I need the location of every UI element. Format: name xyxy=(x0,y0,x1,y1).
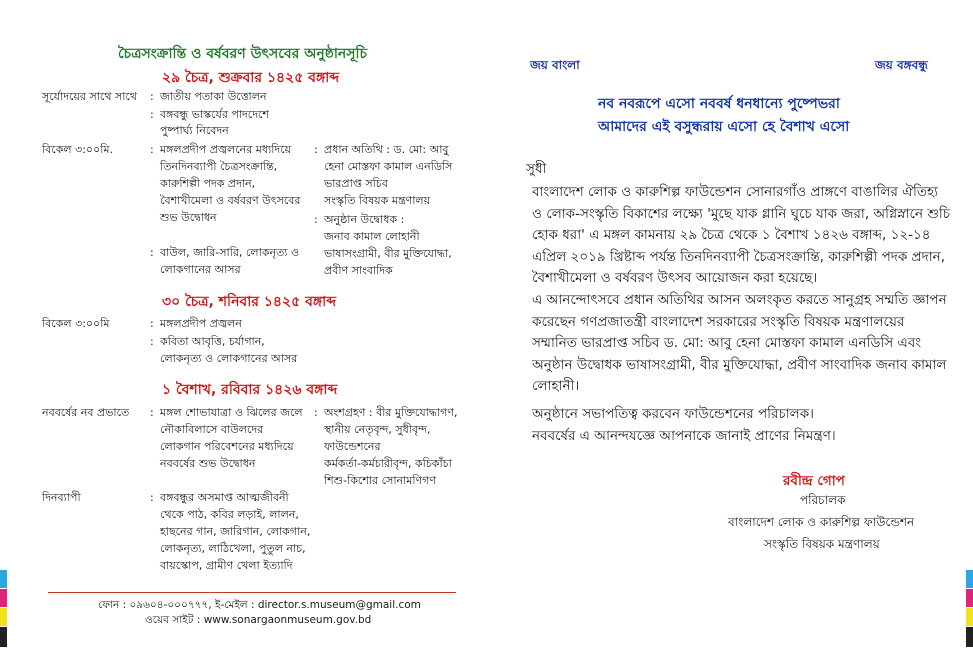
color-registration-marks-right xyxy=(966,570,973,648)
footer-website: ওয়েব সাইট : www.sonargaonmuseum.gov.bd xyxy=(145,614,372,626)
day3-participants-line-1: অংশগ্রহণ : বীর মুক্তিযোদ্ধাগণ, xyxy=(324,406,458,419)
day2-row-2-line-1: কবিতা আবৃত্তি, চর্যাগান, xyxy=(160,335,265,348)
day3-row-2-line-2: থেকে পাঠ, কবির লড়াই, লালন, xyxy=(160,508,299,521)
day1-heading: ২৯ চৈত্র, শুক্রবার ১৪২৫ বঙ্গাব্দ xyxy=(162,70,340,86)
slogan-joy-bangabandhu: জয় বঙ্গবন্ধু xyxy=(875,58,928,72)
day3-row-2-time: দিনব্যাপী xyxy=(42,491,81,504)
day1-row-3-line-4: বৈশাখীমেলা ও বর্ষবরণ উৎসবের xyxy=(160,194,301,207)
day2-row-2-line-2: লোকনৃত্য ও লোকগানের আসর xyxy=(160,352,298,365)
day3-participants-colon: : xyxy=(314,406,318,419)
day3-participants-line-2: স্থানীয় নেতৃবৃন্দ, সুধীবৃন্দ, xyxy=(324,423,431,436)
day1-guest-1-line-2: হেনা মোস্তফা কামাল এনডিসি xyxy=(324,160,453,173)
verse-line-2: আমাদের এই বসুন্ধরায় এসো হে বৈশাখ এসো xyxy=(598,119,850,135)
day3-row-1-line-4: নববর্ষের শুভ উদ্বোধন xyxy=(160,457,256,470)
para1-line-5: বৈশাখীমেলা ও বর্ষবরণ উৎসব আয়োজন করা হয়েছে। xyxy=(532,270,818,286)
day3-row-2-line-5: বায়স্কোপ, গ্রামীণ খেলা ইত্যাদি xyxy=(160,559,293,572)
day3-row-1-line-1: মঙ্গল শোভাযাত্রা ও ঝিলের জলে xyxy=(160,406,303,419)
footer-divider xyxy=(48,592,456,593)
day1-row-1-time: সূর্যোদয়ের সাথে সাথে xyxy=(42,90,137,103)
signatory-org: বাংলাদেশ লোক ও কারুশিল্প ফাউন্ডেশন xyxy=(728,515,915,529)
day1-guest-2-line-2: জনাব কামাল লোহানী xyxy=(324,230,420,243)
verse-line-1: নব নবরূপে এসো নববর্ষ ধনধান্যে পুষ্পেভরা xyxy=(598,96,840,112)
day2-heading: ৩০ চৈত্র, শনিবার ১৪২৫ বঙ্গাব্দ xyxy=(162,294,337,310)
day1-row-2-line-1: বঙ্গবন্ধু ভাস্কর্যের পাদদেশে xyxy=(160,108,269,121)
day1-row-3-line-3: কারুশিল্পী পদক প্রদান, xyxy=(160,177,256,190)
day1-row-1-text: জাতীয় পতাকা উত্তোলন xyxy=(160,90,267,103)
day3-row-1-line-3: লোকগান পরিবেশনের মধ্যদিয়ে xyxy=(160,440,294,453)
day3-row-1-time: নববর্ষের নব প্রভাতে xyxy=(42,406,130,419)
para2-line-3: সম্মানিত ভারপ্রাপ্ত সচিব ড. মো: আবু হেনা মোস্তফা কামাল এনডিসি এবং xyxy=(532,335,922,351)
day1-row-3-time: বিকেল ৩:০০মি. xyxy=(42,143,113,156)
invitation-paragraph-2 xyxy=(532,290,947,398)
invitation-paragraph-3 xyxy=(532,404,942,447)
day1-guest-1-line-1: প্রধান অতিথি : ড. মো: আবু xyxy=(324,143,449,156)
salutation: সুধী xyxy=(526,161,547,177)
footer-contact: ফোন : ০৯৬০৪-০০০৭৭৭, ই-মেইল : director.s.museum@gmail.com xyxy=(98,599,421,611)
day3-row-2-line-1: বঙ্গবন্ধুর অসমাপ্ত আত্মজীবনী xyxy=(160,491,289,504)
day1-row-2-line-2: পুষ্পার্ঘ্য নিবেদন xyxy=(160,124,229,137)
para2-line-5: লোহানী। xyxy=(532,378,580,394)
day1-guest-1-line-4: সংস্কৃতি বিষয়ক মন্ত্রণালয় xyxy=(324,194,431,207)
day2-row-2-colon: : xyxy=(150,335,154,348)
day3-participants-line-4: কর্মকর্তা-কর্মচারীবৃন্দ, কচিকাঁচা xyxy=(324,457,452,470)
day1-guest-1-line-3: ভারপ্রাপ্ত সচিব xyxy=(324,177,388,190)
day1-guest-2-colon: : xyxy=(314,213,318,226)
para2-line-4: অনুষ্ঠান উদ্বোধক ভাষাসংগ্রামী, বীর মুক্তিযোদ্ধা, প্রবীণ সাংবাদিক জনাব কামাল xyxy=(532,356,947,373)
day3-row-2-line-3: হাছনের গান, জারিগান, লোকগান, xyxy=(160,525,311,538)
day1-row-3-line-5: শুভ উদ্বোধন xyxy=(160,211,217,224)
para1-line-3: হোক ধরা' এ মঙ্গল কামনায় ২৯ চৈত্র থেকে ১ বৈশাখ ১৪২৬ বঙ্গাব্দ, ১২-১৪ xyxy=(532,227,931,243)
day3-row-2-colon: : xyxy=(150,491,154,504)
right-panel xyxy=(500,0,973,649)
day1-row-3-colon: : xyxy=(150,143,154,156)
program-title: চৈত্রসংক্রান্তি ও বর্ষবরণ উৎসবের অনুষ্ঠানসূচি xyxy=(118,46,368,62)
day1-row-4-line-2: লোকগানের আসর xyxy=(160,263,241,276)
signatory-ministry: সংস্কৃতি বিষয়ক মন্ত্রণালয় xyxy=(764,537,880,551)
day2-row-1-colon: : xyxy=(150,317,154,330)
day2-row-1-time: বিকেল ৩:০০মি xyxy=(42,317,110,330)
day3-row-1-colon: : xyxy=(150,406,154,419)
day1-row-3-line-1: মঙ্গলপ্রদীপ প্রজ্বলনের মধ্যদিয়ে xyxy=(160,143,292,156)
left-panel xyxy=(0,0,480,649)
day3-row-2-line-4: লোকনৃত্য, লাঠিখেলা, পুতুল নাচ, xyxy=(160,542,306,555)
para2-line-2: করেছেন গণপ্রজাতন্ত্রী বাংলাদেশ সরকারের সংস্কৃতি বিষয়ক মন্ত্রণালয়ের xyxy=(532,313,905,330)
day1-guest-2-line-4: প্রবীণ সাংবাদিক xyxy=(324,264,393,277)
para1-line-2: ও লোক-সংস্কৃতি বিকাশের লক্ষ্যে 'মুছে যাক গ্লানি ঘুচে যাক জরা, অগ্নিস্নানে শুচি xyxy=(532,205,951,222)
day1-row-4-colon: : xyxy=(150,246,154,259)
day1-guest-1-colon: : xyxy=(314,143,318,156)
day1-guest-2-line-1: অনুষ্ঠান উদ্বোধক : xyxy=(324,213,405,226)
invitation-paragraph-1 xyxy=(532,182,951,290)
day3-participants-line-5: শিশু-কিশোর সোনামণিগণ xyxy=(324,474,437,487)
day3-participants-line-3: ফাউন্ডেশনের xyxy=(324,440,381,453)
para2-line-1: এ আনন্দোৎসবে প্রধান অতিথির আসন অলংকৃত করতে সানুগ্রহ সম্মতি জ্ঞাপন xyxy=(532,292,947,308)
signatory-title: পরিচালক xyxy=(800,493,846,507)
day2-row-1-text: মঙ্গলপ্রদীপ প্রজ্বলন xyxy=(160,317,242,330)
day1-guest-2-line-3: ভাষাসংগ্রামী, বীর মুক্তিযোদ্ধা, xyxy=(324,247,452,260)
para3-line-1: অনুষ্ঠানে সভাপতিত্ব করবেন ফাউন্ডেশনের পরিচালক। xyxy=(532,406,815,422)
para1-line-1: বাংলাদেশ লোক ও কারুশিল্প ফাউন্ডেশন সোনারগাঁও প্রাঙ্গণে বাঙালির ঐতিহ্য xyxy=(532,184,939,200)
day1-row-4-line-1: বাউল, জারি-সারি, লোকনৃত্য ও xyxy=(160,246,300,259)
day3-heading: ১ বৈশাখ, রবিবার ১৪২৬ বঙ্গাব্দ xyxy=(162,382,338,398)
day3-row-1-line-2: নৌকাবিলাসে বাউলদের xyxy=(160,423,264,436)
day1-row-1-colon: : xyxy=(150,90,154,103)
signatory-name: রবীন্দ্র গোপ xyxy=(783,473,845,489)
day1-row-3-line-2: তিনদিনব্যাপী চৈত্রসংক্রান্তি, xyxy=(160,160,278,173)
day1-row-2-colon: : xyxy=(150,108,154,121)
para1-line-4: এপ্রিল ২০১৯ খ্রিষ্টাব্দ পর্যন্ত তিনদিনব্যাপী চৈত্রসংক্রান্তি, কারুশিল্পী পদক প্রদান, xyxy=(532,248,945,265)
para3-line-2: নববর্ষের এ আনন্দযজ্ঞে আপনাকে জানাই প্রাণের নিমন্ত্রণ। xyxy=(532,427,836,444)
slogan-joy-bangla: জয় বাংলা xyxy=(530,58,580,72)
color-registration-marks xyxy=(0,570,7,648)
